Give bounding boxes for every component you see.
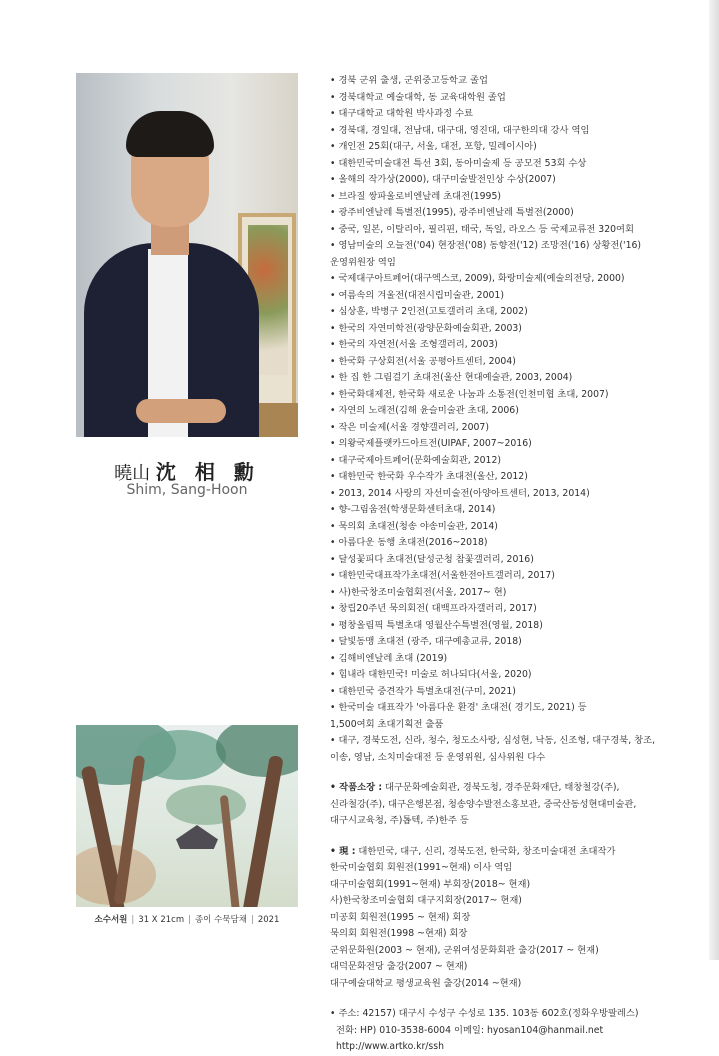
artist-name-hanja: 沈 相 勳 (155, 460, 260, 484)
current-line: 미공회 회원전(1995 ~ 현재) 회장 (330, 911, 471, 923)
bio-line: • 대한민국미술대전 특선 3회, 동아미술제 등 공모전 53회 수상 (330, 157, 587, 169)
bio-line: • 대한민국 중견작가 특별초대전(구미, 2021) (330, 685, 516, 697)
bio-line: • 한국화 구상회전(서울 공평아트센터, 2004) (330, 355, 516, 367)
contact-section (330, 1006, 690, 1056)
bio-line: • 달빛동맹 초대전 (광주, 대구예총교류, 2018) (330, 636, 522, 647)
bio-line: • 2013, 2014 사랑의 자선미술전(아양아트센터, 2013, 2014) (330, 487, 590, 499)
current-line: 묵의회 회원전(1998 ~현재) 회장 (330, 928, 468, 939)
bio-line: • 김해비엔날레 초대 (2019) (330, 652, 448, 664)
bio-line: • 한국의 자연전(서울 조형갤러리, 2003) (330, 339, 498, 350)
current-line: 대덕문화전당 출강(2007 ~ 현재) (330, 961, 468, 972)
artist-portrait-photo (76, 73, 298, 437)
bio-line: • 힘내라 대한민국! 미술로 허나되다(서울, 2020) (330, 669, 532, 680)
bio-line: • 경북대, 경일대, 전남대, 대구대, 영진대, 대구한의대 강사 역임 (330, 124, 590, 136)
current-line: 대한민국, 대구, 신리, 경북도전, 한국화, 창조미술대전 초대작가 (355, 845, 616, 857)
bio-line: • 광주비엔날레 특별전(1995), 광주비엔날레 특별전(2000) (330, 207, 574, 218)
bio-line: • 사)한국창조미술협회전(서울, 2017~ 현) (330, 586, 507, 598)
bio-line: • 영남미술의 오늘전('04) 현장전('08) 동향전('12) 조망전('16) 상황전('16) (330, 240, 642, 251)
bio-line: • 대구국제아트페어(문화예술회관, 2012) (330, 454, 501, 466)
artwork-painting (76, 725, 298, 907)
artwork-caption: 소수서원 | 31 X 21cm | 종이 수묵담채 | 2021 (94, 915, 280, 925)
bio-line: • 여름속의 겨울전(대전시립미술관, 2001) (330, 289, 504, 301)
bio-line: • 자연의 노래전(김해 윤슬미술관 초대, 2006) (330, 405, 519, 416)
bio-line: • 대구대학교 대학원 박사과정 수료 (330, 108, 474, 119)
artwork-medium: 종이 수묵담채 (194, 915, 247, 925)
bio-line: • 한국화대제전, 한국화 새로운 나눔과 소통전(인천미협 초대, 2007) (330, 388, 609, 400)
bio-line: • 개인전 25회(대구, 서울, 대전, 포항, 밀레이시아) (330, 141, 537, 152)
contact-address: • 주소: 42157) 대구시 수성구 수성로 135. 103동 602호(정화우방팔레스) (330, 1008, 639, 1019)
bio-line: • 평창올림픽 특별초대 영월산수특별전(영월, 2018) (330, 619, 543, 631)
current-line: 대구미술협회(1991~현재) 부회장(2018~ 현재) (330, 878, 531, 890)
bio-line: • 한국의 자연미학전(광양문화예술회관, 2003) (330, 322, 522, 334)
artist-name-english: Shim, Sang-Hoon (126, 482, 248, 498)
current-line: 대구예술대학교 평생교육원 출강(2014 ~현재) (330, 977, 522, 989)
bio-line: 이송, 영남, 소치미술대전 등 운영위원, 심사위원 다수 (330, 751, 546, 763)
collection-line: 대구시교육청, 주)톱텍, 주)한주 등 (330, 815, 469, 826)
bio-line: 운영위원장 역임 (330, 256, 396, 268)
bio-line: • 의왕국제플랫카드아트전(UIPAF, 2007~2016) (330, 438, 532, 449)
contact-phone-email: 전화: HP) 010-3538-6004 이메일: hyosan104@hanmail.net (336, 1024, 604, 1036)
collection-line: 신라철강(주), 대구은행본점, 청송양수발전소홍보관, 중국산동성현대미술관, (330, 798, 637, 810)
current-title: • 現 : (330, 845, 356, 857)
artwork-year: 2021 (257, 915, 280, 925)
bio-list (330, 73, 690, 766)
bio-line: • 국제대구아트페어(대구엑스코, 2009), 화랑미술제(예술의전당, 2000) (330, 273, 625, 284)
artwork-title: 소수서원 (94, 915, 128, 925)
current-line: 사)한국창조미술협회 대구지회장(2017~ 현재) (330, 895, 522, 906)
collection-section (330, 780, 690, 830)
contact-website-link[interactable]: http://www.artko.kr/ssh (336, 1041, 445, 1052)
bio-line: • 중국, 일본, 이탈리아, 필리핀, 태국, 독일, 라오스 등 국제교류전 320여회 (330, 223, 635, 235)
collection-title: • 작품소장 : (330, 782, 383, 793)
bio-line: • 한국미술 대표작가 '아름다운 환경' 초대전( 경기도, 2021) 등 (330, 702, 587, 713)
bio-line: • 경북 군위 출생, 군위중고등학교 졸업 (330, 75, 488, 86)
bio-line: • 창립20주년 묵의회전( 대백프라자갤러리, 2017) (330, 603, 537, 614)
bio-line: • 달성꽃피다 초대전(달성군청 참꽃갤러리, 2016) (330, 553, 534, 565)
bio-line: • 대한민국 한국화 우수작가 초대전(울산, 2012) (330, 471, 528, 482)
bio-line: • 묵의회 초대전(청송 야송미술관, 2014) (330, 520, 498, 532)
bio-line: 1,500여회 초대기획전 출품 (330, 718, 444, 730)
bio-line: • 작은 미술제(서울 경향갤러리, 2007) (330, 421, 489, 433)
bio-line: • 아름다운 동행 초대전(2016~2018) (330, 537, 488, 548)
current-positions-section (330, 844, 690, 993)
artwork-size: 31 X 21cm (138, 915, 185, 925)
artist-pen-name: 曉山 (114, 463, 151, 484)
collection-line: 대구문화예술회관, 경북도청, 경주문화재단, 태창철강(주), (382, 782, 620, 793)
bio-line: • 브라질 쌍파울로비엔날레 초대전(1995) (330, 190, 501, 202)
artist-biography (330, 73, 690, 1056)
current-line: 군위문화원(2003 ~ 현재), 군위여성문화회관 출강(2017 ~ 현재) (330, 944, 599, 956)
bio-line: • 대구, 경북도전, 신라, 청수, 청도소사랑, 심성현, 낙동, 신조형, 대구경북, 창조, (330, 735, 656, 746)
current-line: 한국미술협회 회원전(1991~현재) 이사 역임 (330, 862, 513, 873)
page-edge-shadow (709, 0, 719, 960)
artist-name-korean (102, 456, 272, 485)
bio-line: • 한 집 한 그림걸기 초대전(울산 현대예술관, 2003, 2004) (330, 372, 573, 383)
bio-line: • 대한민국대표작가초대전(서울한전아트갤러리, 2017) (330, 570, 555, 581)
bio-line: • 심상훈, 박병구 2인전(고토갤러리 초대, 2002) (330, 306, 528, 317)
bio-line: • 올해의 작가상(2000), 대구미술발전인상 수상(2007) (330, 174, 556, 185)
bio-line: • 경북대학교 예술대학, 동 교육대학원 졸업 (330, 91, 506, 103)
bio-line: • 향-그림움전(학생문화센터초대, 2014) (330, 504, 496, 515)
